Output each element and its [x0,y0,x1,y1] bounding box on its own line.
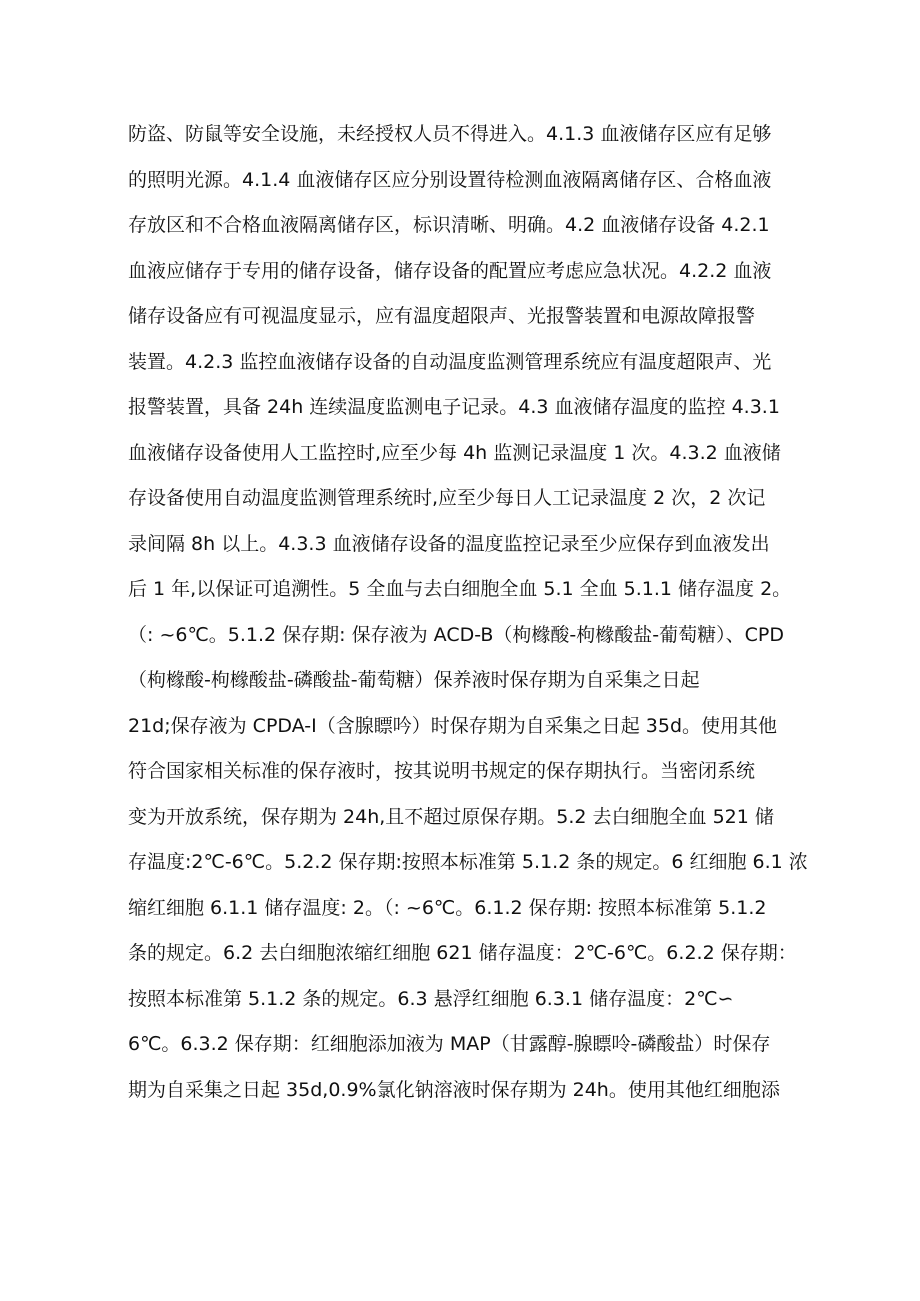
text-line: 按照本标准第 5.1.2 条的规定。6.3 悬浮红细胞 6.3.1 储存温度：2℃∽ [128,987,734,1010]
text-line: 报警装置，具备 24h 连续温度监测电子记录。4.3 血液储存温度的监控 4.3.1 [128,396,780,418]
body-text [128,112,808,1113]
text-line: 装置。4.2.3 监控血液储存设备的自动温度监测管理系统应有温度超限声、光 [128,350,772,373]
text-line: 存温度:2℃-6℃。5.2.2 保存期:按照本标准第 5.1.2 条的规定。6 红细胞 6.1 浓 [128,851,808,873]
text-line: 的照明光源。4.1.4 血液储存区应分别设置待检测血液隔离储存区、合格血液 [128,168,772,191]
text-line: 血液应储存于专用的储存设备，储存设备的配置应考虑应急状况。4.2.2 血液 [128,259,772,282]
text-line: （: ~6℃。5.1.2 保存期: 保存液为 ACD-B（枸橼酸-枸橼酸盐-葡萄糖）、CPD [128,623,784,646]
text-line: 条的规定。6.2 去白细胞浓缩红细胞 621 储存温度：2℃-6℃。6.2.2 保存期： [128,942,797,964]
text-line: 符合国家相关标准的保存液时，按其说明书规定的保存期执行。当密闭系统 [128,760,756,782]
text-line: 期为自采集之日起 35d,0.9%氯化钠溶液时保存期为 24h。使用其他红细胞添 [128,1078,780,1101]
text-line: 21d;保存液为 CPDA-I（含腺瞟吟）时保存期为自采集之日起 35d。使用其他 [128,714,778,737]
text-line: 变为开放系统，保存期为 24h,且不超过原保存期。5.2 去白细胞全血 521 储 [128,805,774,828]
text-line: 存设备使用自动温度监测管理系统时,应至少每日人工记录温度 2 次，2 次记 [128,487,766,509]
text-line: 6℃。6.3.2 保存期：红细胞添加液为 MAP（甘露醇-腺瞟呤-磷酸盐）时保存 [128,1033,771,1055]
text-line: 血液储存设备使用人工监控时,应至少每 4h 监测记录温度 1 次。4.3.2 血液储 [128,441,781,464]
text-line: 防盗、防鼠等安全设施，未经授权人员不得进入。4.1.3 血液储存区应有足够 [128,123,772,145]
text-line: 录间隔 8h 以上。4.3.3 血液储存设备的温度监控记录至少应保存到血液发出 [128,532,770,555]
text-line: （枸橼酸-枸橼酸盐-磷酸盐-葡萄糖）保养液时保存期为自采集之日起 [128,669,700,691]
text-line: 储存设备应有可视温度显示，应有温度超限声、光报警装置和电源故障报警 [128,305,756,327]
text-line: 缩红细胞 6.1.1 储存温度: 2。（: ~6℃。6.1.2 保存期: 按照本标准第 5.1.2 [128,896,767,919]
text-line: 后 1 年,以保证可追溯性。5 全血与去白细胞全血 5.1 全血 5.1.1 储存温度 2。 [128,578,792,600]
text-line: 存放区和不合格血液隔离储存区，标识清晰、明确。4.2 血液储存设备 4.2.1 [128,214,770,236]
